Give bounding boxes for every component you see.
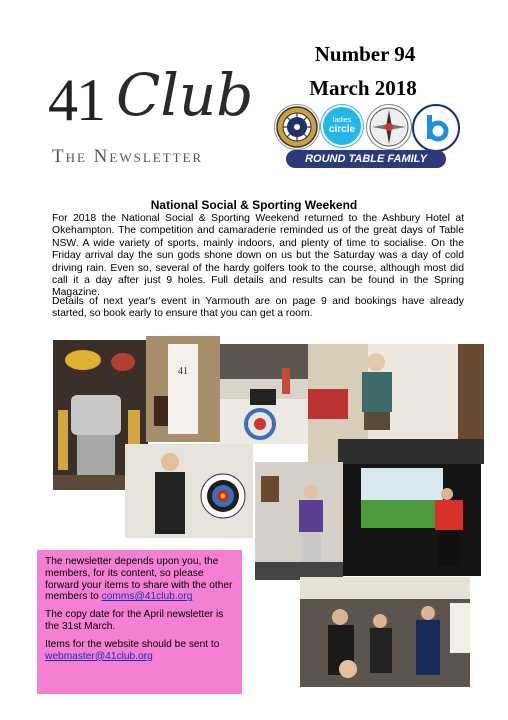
photo-group-social [300,577,470,687]
round-table-family-banner: ROUND TABLE FAMILY [286,150,446,168]
svg-text:ladies: ladies [332,117,352,124]
newsletter-info-box [37,550,242,694]
logo-41: 41 [48,67,104,133]
logo-club-script: Club [116,61,254,129]
issue-date: March 2018 [309,76,417,100]
photo-golf-player [255,462,343,580]
comms-email-link[interactable]: comms@41club.org [101,591,193,603]
svg-text:41: 41 [178,366,188,377]
article-paragraph: For 2018 the National Social & Sporting Weekend returned to the Ashbury Hotel at Okehampton. The competition and camaraderie reminded us of the great days of Table NSW. A wide variety of sports, mainly indoors, and plenty of time to socialise. On the Friday arrival day the sun gods shone down on us but the Saturday was a day of cold driving rain. Even so, several of the hardy golfers took to the course, although most did call it a day after just 9 holes. Full details and results can be found in the Spring Magazine. [52,213,464,299]
round-table-family-logos [272,104,462,174]
photo-golf-simulator-2 [343,464,481,576]
article-paragraph: Details of next year's event in Yarmouth are on page 9 and bookings have already started, so book early to ensure that you can get a room. [52,296,464,320]
photo-curling [220,344,308,444]
newsletter-subtitle: The Newsletter [52,146,204,167]
photo-golf-simulator-1 [308,344,484,464]
photo-banner-display [146,336,220,442]
svg-text:circle: circle [328,124,356,135]
agora-icon [412,104,460,152]
info-text: Items for the website should be sent to [45,638,220,650]
ladies-circle-icon [320,104,364,148]
photo-archery [125,444,253,538]
compass-icon [366,104,412,150]
webmaster-email-link[interactable]: webmaster@41club.org [45,650,153,662]
info-text: The newsletter depends upon you, the members, for its content, so please forward your items to share with the other members to [45,556,233,603]
info-website-text [45,639,234,663]
issue-number: Number 94 [314,42,416,66]
info-contribute-text [45,556,234,603]
info-copy-date: The copy date for the April newsletter is the 31st March. [45,609,224,632]
article-headline: National Social & Sporting Weekend [150,198,358,212]
round-table-wheel-icon [274,104,320,150]
